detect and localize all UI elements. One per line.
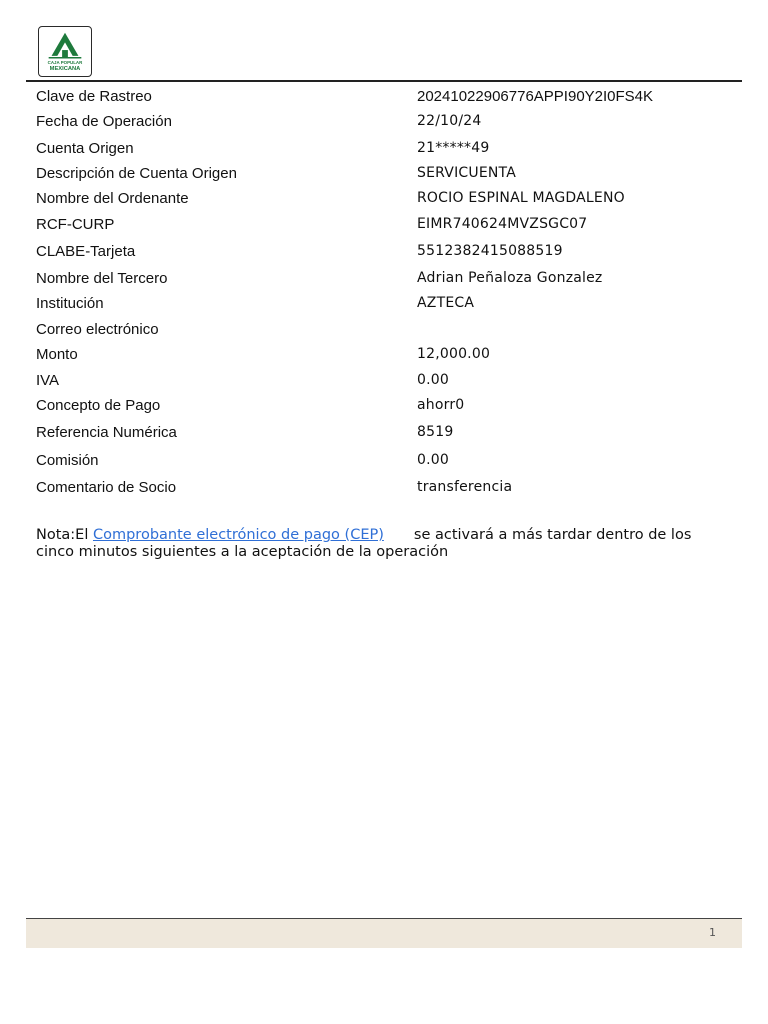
row-correo-electronico — [36, 321, 736, 343]
row-monto — [36, 346, 736, 368]
note-suffix: se activará a más tardar dentro de los cinco minutos siguientes a la aceptación de la operación — [36, 527, 692, 560]
row-label: Concepto de Pago — [36, 397, 161, 414]
row-value: 21*****49 — [417, 140, 490, 156]
row-comentario-socio — [36, 479, 736, 501]
page-number: 1 — [709, 926, 716, 939]
row-label: RCF-CURP — [36, 216, 115, 233]
row-label: Institución — [36, 295, 104, 312]
row-referencia-numerica — [36, 424, 736, 446]
row-label: Clave de Rastreo — [36, 88, 152, 105]
row-value: SERVICUENTA — [417, 165, 516, 181]
row-descripcion-cuenta — [36, 165, 736, 187]
row-label: Correo electrónico — [36, 321, 159, 338]
row-value: ROCIO ESPINAL MAGDALENO — [417, 190, 625, 206]
row-cuenta-origen — [36, 140, 736, 162]
row-label: Descripción de Cuenta Origen — [36, 165, 237, 182]
row-clabe-tarjeta — [36, 243, 736, 265]
row-concepto-pago — [36, 397, 736, 419]
row-label: IVA — [36, 372, 60, 389]
row-value: Adrian Peñaloza Gonzalez — [417, 270, 603, 286]
row-label: Nombre del Ordenante — [36, 190, 189, 207]
row-value: 8519 — [417, 424, 454, 440]
row-clave-rastreo — [36, 88, 736, 110]
note-prefix: Nota:El — [36, 527, 93, 543]
row-label: Comentario de Socio — [36, 479, 177, 496]
row-nombre-ordenante — [36, 190, 736, 212]
row-label: Fecha de Operación — [36, 113, 172, 130]
row-label: Referencia Numérica — [36, 424, 177, 441]
row-value: 20241022906776APPI90Y2I0FS4K — [417, 88, 654, 105]
cep-note — [36, 527, 726, 561]
header-divider — [26, 80, 742, 82]
row-value: 5512382415088519 — [417, 243, 563, 259]
row-value: AZTECA — [417, 295, 475, 311]
row-label: Cuenta Origen — [36, 140, 134, 157]
row-value: ahorr0 — [417, 397, 465, 413]
row-label: Nombre del Tercero — [36, 270, 168, 287]
row-value: transferencia — [417, 479, 513, 495]
logo-text-line1: CAJA POPULAR — [47, 59, 83, 65]
row-value: 0.00 — [417, 452, 449, 468]
row-rcf-curp — [36, 216, 736, 238]
caja-popular-mexicana-logo — [38, 26, 92, 77]
row-value: EIMR740624MVZSGC07 — [417, 216, 588, 232]
row-nombre-tercero — [36, 270, 736, 292]
row-institucion — [36, 295, 736, 317]
row-fecha-operacion — [36, 113, 736, 135]
cep-link[interactable]: Comprobante electrónico de pago (CEP) — [92, 527, 384, 543]
footer-bar — [26, 919, 742, 948]
row-label: CLABE-Tarjeta — [36, 243, 136, 260]
row-comision — [36, 452, 736, 474]
row-iva — [36, 372, 736, 394]
row-value: 22/10/24 — [417, 113, 482, 129]
row-value: 0.00 — [417, 372, 449, 388]
row-label: Monto — [36, 346, 78, 363]
row-label: Comisión — [36, 452, 99, 469]
logo-text-line2: MEXICANA — [49, 65, 81, 72]
row-value: 12,000.00 — [417, 346, 491, 362]
logo-mark-icon — [39, 27, 91, 76]
